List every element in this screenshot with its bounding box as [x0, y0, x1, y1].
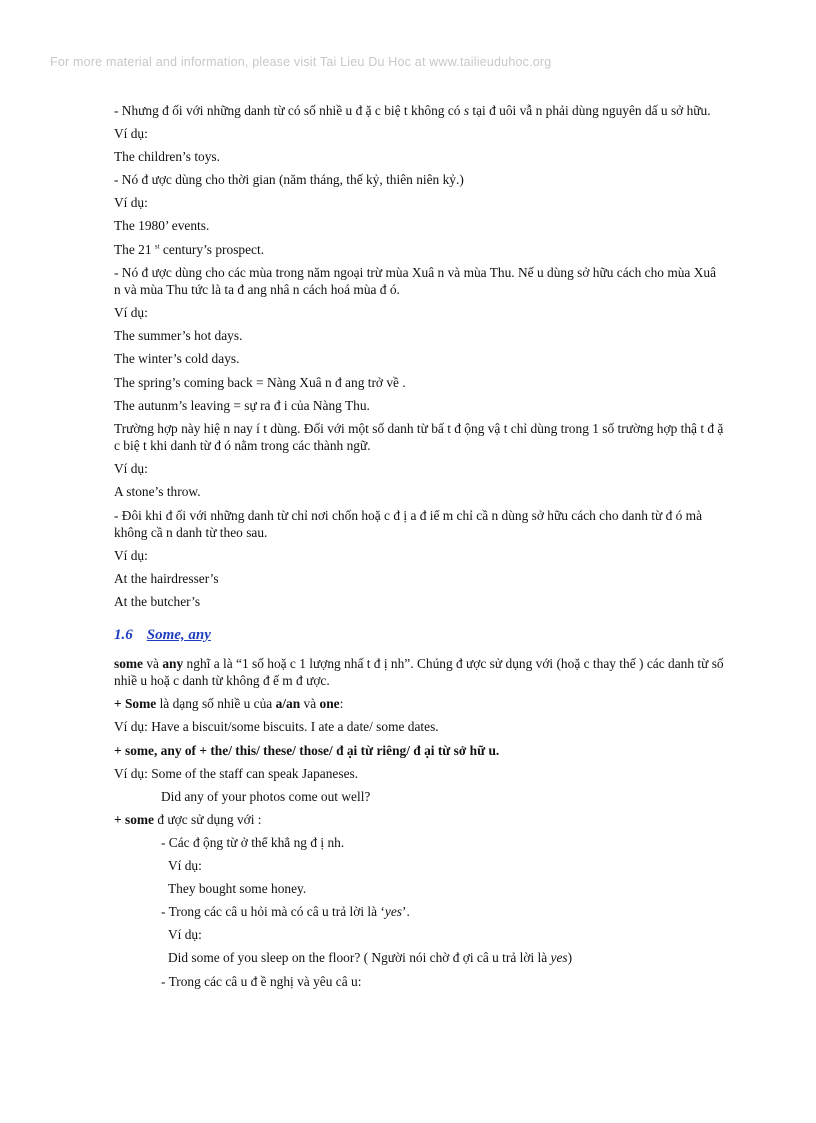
text: ) — [567, 950, 573, 966]
text-italic: yes — [550, 950, 568, 966]
example-label: Ví dụ: — [114, 126, 148, 142]
example-line: Did any of your photos come out well? — [161, 788, 371, 804]
rule-some-plural — [114, 695, 726, 713]
paragraph-idioms: Trường hợp này hiệ n nay í t dùng. Đối với một số danh từ bấ t đ ộng vậ t chỉ dùng trong 1 số trường hợp thậ t đ ặ c biệ t khi danh từ đ ó nằm trong các thành ngữ. — [114, 420, 724, 454]
example-line: The 1980’ events. — [114, 218, 210, 234]
paragraph-time: - Nó đ ược dùng cho thời gian (năm tháng, thế kỷ, thiên niên kỷ.) — [114, 172, 464, 188]
example-label: Ví dụ: — [114, 305, 148, 321]
text: và — [143, 655, 163, 671]
text-bold: some — [114, 655, 144, 671]
text: và — [300, 696, 320, 712]
example-line: They bought some honey. — [168, 881, 307, 897]
example-line: The autunm’s leaving = sự ra đ i của Nàng Thu. — [114, 397, 370, 413]
example-line — [114, 241, 726, 259]
text-bold: + Some — [114, 696, 157, 712]
example-line: The spring’s coming back = Nàng Xuâ n đ ang trở về . — [114, 374, 406, 390]
example-label: Ví dụ: — [114, 461, 148, 477]
text: Did some of you sleep on the floor? ( Người nói chờ đ ợi câ u trả lời là — [168, 950, 551, 966]
text: Have a biscuit/some biscuits. I ate a date/ some dates. — [151, 719, 439, 735]
text-italic: s — [463, 103, 470, 118]
example-label: Ví dụ: — [114, 548, 148, 564]
example-label: Ví dụ: — [114, 195, 148, 211]
text: là dạng số nhiề u của — [156, 696, 276, 712]
list-item: - Trong các câ u đ ề nghị và yêu câ u: — [161, 973, 362, 989]
example-label: Ví dụ: — [168, 927, 202, 943]
text-bold: a/an — [275, 696, 301, 712]
example-label: Ví dụ: — [168, 858, 202, 874]
paragraph-seasons: - Nó đ ược dùng cho các mùa trong năm ngoại trừ mùa Xuâ n và mùa Thu. Nế u dùng sở hữu cách cho mùa Xuâ n và mùa Thu tức là ta đ ang nhâ n cách hoá mùa đ ó. — [114, 264, 717, 298]
example-line — [114, 718, 726, 736]
text: đ ược sử dụng với : — [153, 811, 262, 827]
example-line — [114, 765, 726, 783]
list-item: - Các đ ộng từ ở thể khẳ ng đ ị nh. — [161, 834, 345, 850]
section-number: 1.6 — [114, 626, 133, 643]
text: - Nhưng đ ối với những danh từ có số nhiề u đ ặ c biệ t không có — [114, 103, 464, 118]
text: nghĩ a là “1 số hoặ c 1 lượng nhấ t đ ị nh”. Chúng đ ược sử dụng với (hoặ c thay thế ) các danh từ số nhiề u hoặ c danh từ không đ ế m đ ược. — [114, 655, 724, 689]
paragraph-places: - Đôi khi đ ối với những danh từ chỉ nơi chốn hoặ c đ ị a đ iể m chỉ cầ n dùng sở hữu cách cho danh từ đ ó mà không cầ n danh từ theo sau. — [114, 507, 703, 540]
page-header-watermark: For more material and information, please visit Tai Lieu Du Hoc at www.tailieuduhoc.org — [50, 55, 552, 69]
example-line: The summer’s hot days. — [114, 328, 243, 344]
text: tại đ uôi vẫ n phải dùng nguyên dấ u sở hữu. — [469, 103, 711, 118]
text: - Trong các câ u hỏi mà có câ u trả lời là ‘ — [161, 904, 385, 920]
text: The 21 — [114, 241, 155, 257]
example-line: The children’s toys. — [114, 149, 220, 165]
example-label: Ví dụ: — [114, 765, 152, 781]
text-bold: one — [319, 696, 340, 712]
text-bold: + some — [114, 811, 154, 827]
example-line: A stone’s throw. — [114, 484, 201, 500]
document-body — [114, 102, 726, 996]
section-title-link[interactable]: Some, any — [146, 626, 211, 643]
text: ’. — [401, 904, 410, 920]
example-label: Ví dụ: — [114, 719, 152, 735]
example-line: At the butcher’s — [114, 594, 201, 610]
text: century’s prospect. — [159, 241, 265, 257]
example-line: At the hairdresser’s — [114, 571, 219, 587]
section-heading — [114, 625, 726, 645]
text-bold: any — [162, 655, 184, 671]
rule-some-any-of — [114, 742, 726, 760]
text: : — [339, 696, 344, 712]
rule-some-usage — [114, 811, 726, 829]
text-italic: yes — [384, 904, 402, 920]
example-line: The winter’s cold days. — [114, 351, 240, 367]
paragraph-plural-nouns — [114, 102, 726, 120]
list-item — [114, 903, 726, 921]
paragraph-some-any — [114, 655, 726, 690]
text-bold: + some, any of + the/ this/ these/ those/ đ ại từ riêng/ đ ại từ sở hữ u. — [114, 742, 500, 758]
text: Some of the staff can speak Japaneses. — [151, 765, 359, 781]
superscript: st — [154, 242, 160, 251]
example-line — [114, 949, 726, 967]
